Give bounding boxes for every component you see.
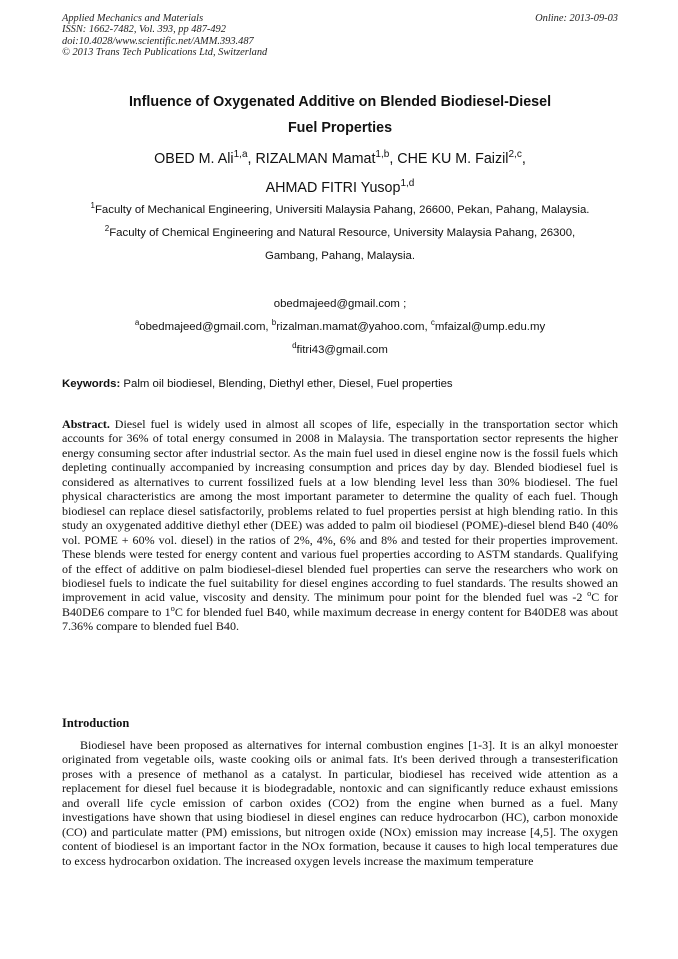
copyright-line: © 2013 Trans Tech Publications Ltd, Switzerland bbox=[62, 46, 268, 58]
keywords-label: Keywords: bbox=[62, 378, 121, 390]
email-line-2 bbox=[62, 316, 618, 339]
section-heading-introduction: Introduction bbox=[62, 716, 130, 730]
introduction-paragraph: Biodiesel have been proposed as alternatives for internal combustion engines [1-3]. It is an alkyl monoester originated from vegetable oils, waste cooking oils or animal fats. It's been derived through a transesterification proses with a presence of methanol as a catalyst. In particular, biodiesel has received wide attention as a replacement for diesel fuel because it is biodegradable, nontoxic and can significantly reduce exhaust emissions and overall life cycle emission of carbon oxides (CO2) from the engine when burned as a fuel. Many investigations have shown that using biodiesel in diesel engines can reduce hydrocarbon (HC), carbon monoxide (CO) and particulate matter (PM) emissions, but nitrogen oxide (NOx) emission may increase [4,5]. The oxygen content of biodiesel is an important factor in the NOx formation, because it causes to high local temperatures due to excess hydrocarbon oxidation. The increased oxygen levels increase the maximum temperature bbox=[62, 738, 618, 868]
doi-line: doi:10.4028/www.scientific.net/AMM.393.487 bbox=[62, 35, 254, 47]
affiliation-sup: 2 bbox=[104, 224, 110, 234]
email-sup: a bbox=[134, 318, 140, 328]
author-sup: 1,d bbox=[400, 178, 415, 190]
online-date: Online: 2013-09-03 bbox=[535, 13, 618, 24]
affiliation-text: Faculty of Chemical Engineering and Natural Resource, University Malaysia Pahang, 26300, bbox=[109, 227, 576, 240]
issn-line: ISSN: 1662-7482, Vol. 393, pp 487-492 bbox=[62, 24, 226, 36]
author-sup: 2,c bbox=[508, 149, 522, 161]
author-name: CHE KU M. Faizil bbox=[397, 151, 509, 167]
affiliations bbox=[62, 199, 618, 269]
email-line-1: obedmajeed@gmail.com ; bbox=[273, 298, 407, 310]
affiliation-2 bbox=[62, 222, 618, 245]
abstract bbox=[62, 417, 618, 634]
keywords bbox=[62, 376, 618, 392]
email-sup: d bbox=[292, 341, 297, 351]
abstract-label: Abstract. bbox=[62, 417, 110, 431]
degree-sup: o bbox=[587, 588, 592, 599]
affiliation-1 bbox=[62, 199, 618, 222]
email-address: fitri43@gmail.com bbox=[296, 344, 388, 356]
email-address: obedmajeed@gmail.com, bbox=[139, 321, 272, 333]
author-separator: , bbox=[247, 151, 256, 167]
author-separator: , bbox=[521, 151, 526, 167]
email-address: rizalman.mamat@yahoo.com, bbox=[276, 321, 431, 333]
abstract-text: C for B40DE6 compare to 1 bbox=[62, 590, 618, 619]
author-sup: 1,a bbox=[233, 149, 248, 161]
author-separator: , bbox=[389, 151, 398, 167]
abstract-text: C for blended fuel B40, while maximum decrease in energy content for B40DE8 was about 7.36% compare to blended fuel B40. bbox=[62, 604, 618, 634]
affiliation-sup: 1 bbox=[90, 201, 95, 211]
author-sup: 1,b bbox=[375, 149, 390, 161]
author-name: RIZALMAN Mamat bbox=[255, 151, 376, 167]
degree-sup: o bbox=[170, 602, 175, 613]
journal-name: Applied Mechanics and Materials bbox=[62, 13, 204, 24]
abstract-text: Diesel fuel is widely used in almost all scopes of life, especially in the transportation sector which accounts for 36% of total energy consumed in 2008 in Malaysia. The transportation sector represents the higher energy consuming sector after industrial sector. As the main fuel used in diesel engine now is the fossil fuels which depleting continually accompanied by increasing consumption and prices day by day. Blended biodiesel fuel is considered as alternatives to current fossilized fuels at a low blending level less than 30% biodiesel. The fuel physical characteristics are among the most important parameter to determine the quality of each fuel. Though biodiesel can replace diesel satisfactorily, problems related to fuel properties persist at high blending ratio. In this study an oxygenated additive diethyl ether (DEE) was added to palm oil biodiesel (POME)-diesel blend B40 (40% vol. POME + 60% vol. diesel) in the ratios of 2%, 4%, 6% and 8% and tested for their properties improvement. These blends were tested for energy content and various fuel properties according to ASTM standards. Qualifying of the effect of additive on palm biodiesel-diesel blended fuel properties can serve the researchers who work on biodiesel fuels to indicate the fuel suitability for diesel engines according to fuel standards. The results showed an improvement in acid value, viscosity and density. The minimum pour point for the blended fuel was -2 bbox=[62, 417, 618, 605]
email-address: mfaizal@ump.edu.my bbox=[434, 321, 546, 333]
authors-line-1 bbox=[62, 145, 618, 174]
title-line-2: Fuel Properties bbox=[287, 119, 393, 136]
author-name: AHMAD FITRI Yusop bbox=[265, 180, 401, 196]
paper-title bbox=[62, 90, 618, 141]
email-sup: c bbox=[430, 318, 435, 328]
affiliation-2-cont: Gambang, Pahang, Malaysia. bbox=[264, 250, 416, 263]
title-line-1: Influence of Oxygenated Additive on Blended Biodiesel-Diesel bbox=[128, 94, 552, 110]
keywords-text: Palm oil biodiesel, Blending, Diethyl ether, Diesel, Fuel properties bbox=[120, 378, 453, 390]
author-list bbox=[62, 145, 618, 203]
running-header bbox=[62, 13, 618, 58]
author-name: OBED M. Ali bbox=[154, 151, 234, 167]
affiliation-text: Faculty of Mechanical Engineering, Universiti Malaysia Pahang, 26600, Pekan, Pahang, Malaysia. bbox=[94, 204, 590, 216]
email-line-3 bbox=[62, 339, 618, 362]
email-block bbox=[62, 293, 618, 362]
email-sup: b bbox=[271, 318, 277, 328]
